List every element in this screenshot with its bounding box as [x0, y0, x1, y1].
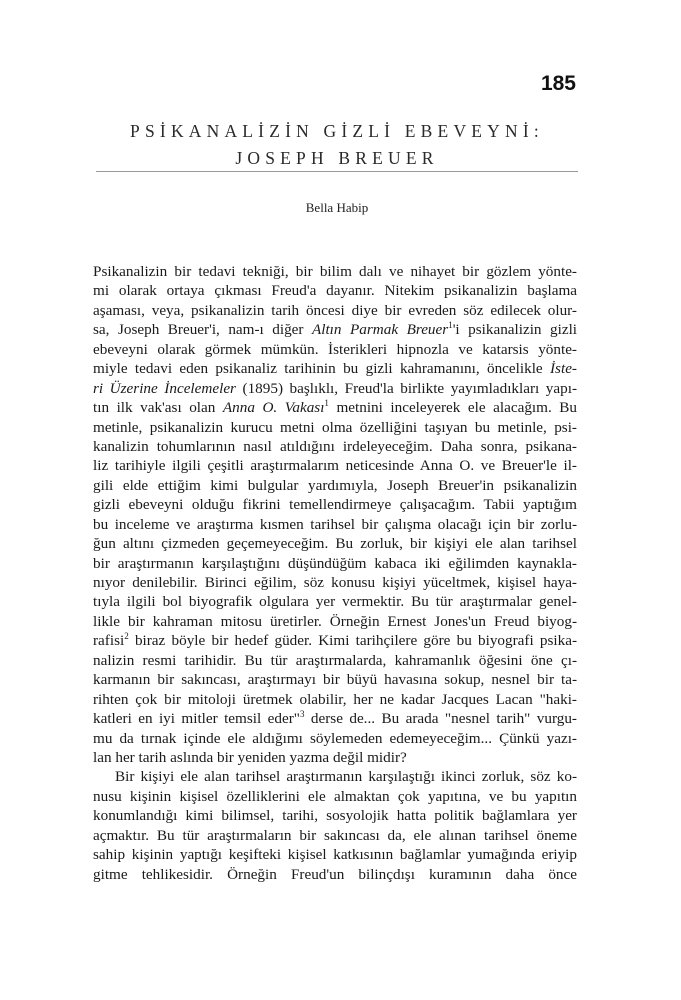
title-line-1: PSİKANALİZİN GİZLİ EBEVEYNİ:	[130, 121, 544, 141]
text-line: Psikanalizin bir tedavi tekniği, bir bilim dalı ve nihayet bir gözlem yönte-	[93, 263, 577, 280]
text-line: gitme tehlikesidir. Örneğin Freud'un bilinçdışı kuramının daha önce	[93, 865, 577, 883]
text-line: bu inceleme ve araştırma kısmen tarihsel bir çalışma olacağı için bir zorlu-	[93, 515, 577, 533]
italic-phrase: Anna O. Vakası	[222, 399, 325, 417]
title-divider	[96, 171, 578, 172]
text-line: rihten çok bir mitoloji üretmek olabilir, her ne kadar Jacques Lacan "haki-	[93, 690, 577, 708]
text-line: metinle, psikanalizin kurucu metni olma özelliğini taşıyan bu metinle, psi-	[93, 418, 577, 436]
article-title	[92, 118, 582, 172]
text-line: nusu kişinin kişisel özelliklerini ele almaktan çok yapıtına, ve bu yapıtın	[93, 787, 577, 805]
author-name: Bella Habip	[305, 200, 369, 215]
title-line-2: JOSEPH BREUER	[235, 148, 439, 168]
text-line: Bir kişiyi ele alan tarihsel araştırmanın karşılaştığı ikinci zorluk, söz ko-	[115, 768, 577, 786]
text-line: kanalizin tohumlarının nasıl atıldığını irdeleyeceğim. Daha sonra, psikana-	[93, 437, 577, 455]
text-line: miyle tedavi eden psikanaliz tarihinin bu gizli kahramanını, öncelikle İste-	[93, 360, 577, 378]
text-line: mi olarak ortaya çıkması Freud'a dayanır. Nitekim psikanalizin başlama	[93, 282, 577, 300]
text-line: lan her tarih aslında bir yeniden yazma değil midir?	[93, 748, 407, 766]
italic-phrase: Altın Parmak Breuer	[311, 321, 449, 339]
text-line: karmanın bir sakıncası, araştırmayı bir büyü havasına sokup, nesnel bir ta-	[93, 671, 577, 689]
text-line: tın ilk vak'ası olan Anna O. Vakası$^1$ metnini inceleyerek ele alacağım. Bu	[93, 398, 577, 417]
footnote-ref: 2	[124, 631, 129, 642]
text-line: liz tarihiyle ilgili çeşitli araştırmalarım neticesinde Anna O. ve Breuer'le il-	[93, 457, 577, 475]
italic-phrase: ri Üzerine İncelemeler	[93, 379, 236, 397]
text-line: gizli ebeveyni olduğu fikrini temellendirmeye çalışacağım. Tabii yaptığım	[93, 496, 577, 514]
text-line: bir araştırmanın karşılaştığını düşündüğüm kabaca iki eğilimden kaynakla-	[93, 554, 577, 572]
text-line: katleri en iyi mitler temsil eder"$^3$ derse de... Bu arada "nesnel tarih" vurgu-	[93, 709, 577, 728]
text-line: konumlandığı kimi bilimsel, tarihi, sosyolojik hatta politik bağlamlara yer	[93, 807, 577, 825]
footnote-ref: 1	[324, 398, 329, 408]
text-line: nalizin resmi tarihidir. Bu tür araştırmalarda, kahramanlık öğesini öne çı-	[93, 651, 577, 669]
article-body	[93, 262, 577, 884]
page-number: 185	[540, 72, 576, 95]
text-line: likle bir kahraman mitosu üretirler. Örneğin Ernest Jones'un Freud biyog-	[93, 612, 577, 630]
text-line: ğun altını çizmeden geçemeyeceğim. Bu zorluk, bir kişiyi ele alan tarihsel	[93, 535, 577, 553]
text-line: tıyla ilgili bol biyografik olgulara yer vermektir. Bu tür araştırmalar genel-	[93, 593, 577, 611]
italic-phrase: İste-	[550, 360, 577, 378]
text-line: nıyor denilebilir. Birinci eğilim, söz konusu kişiyi yüceltmek, kişisel haya-	[93, 574, 577, 591]
footnote-ref: 1	[448, 320, 453, 331]
text-line: sahip kişinin yaptığı keşifteki kişisel katkısının bağlamlar yumağında eriyip	[93, 846, 577, 864]
text-line: sa, Joseph Breuer'i, nam-ı diğer Altın Parmak Breuer$^1$'i psikanalizin gizli	[93, 320, 578, 339]
text-line: rafisi$^2$ biraz böyle bir hedef güder. Kimi tarihçilere göre bu biyografi psika-	[93, 631, 578, 650]
text-line: mu da tırnak içinde ele aldığımı söylemeden edemeyeceğim... Çünkü yazı-	[93, 729, 577, 747]
text-line: gili elde ettiğim kimi bulgular yardımıyla, Joseph Breuer'in psikanalizin	[93, 476, 577, 494]
text-line: ebeveyni olarak görmek mümkün. İsterikleri hipnozla ve katarsis yönte-	[93, 340, 577, 358]
text-line: aşaması, veya, psikanalizin tarih öncesi diye bir evreden söz edilecek olur-	[93, 301, 577, 319]
text-line: ri Üzerine İncelemeler (1895) başlıklı, Freud'la birlikte yayımladıkları yapı-	[93, 379, 578, 397]
text-line: açmaktır. Bu tür araştırmaların bir sakıncası da, ele alınan tarihsel öneme	[93, 826, 577, 844]
footnote-ref: 3	[299, 709, 305, 719]
